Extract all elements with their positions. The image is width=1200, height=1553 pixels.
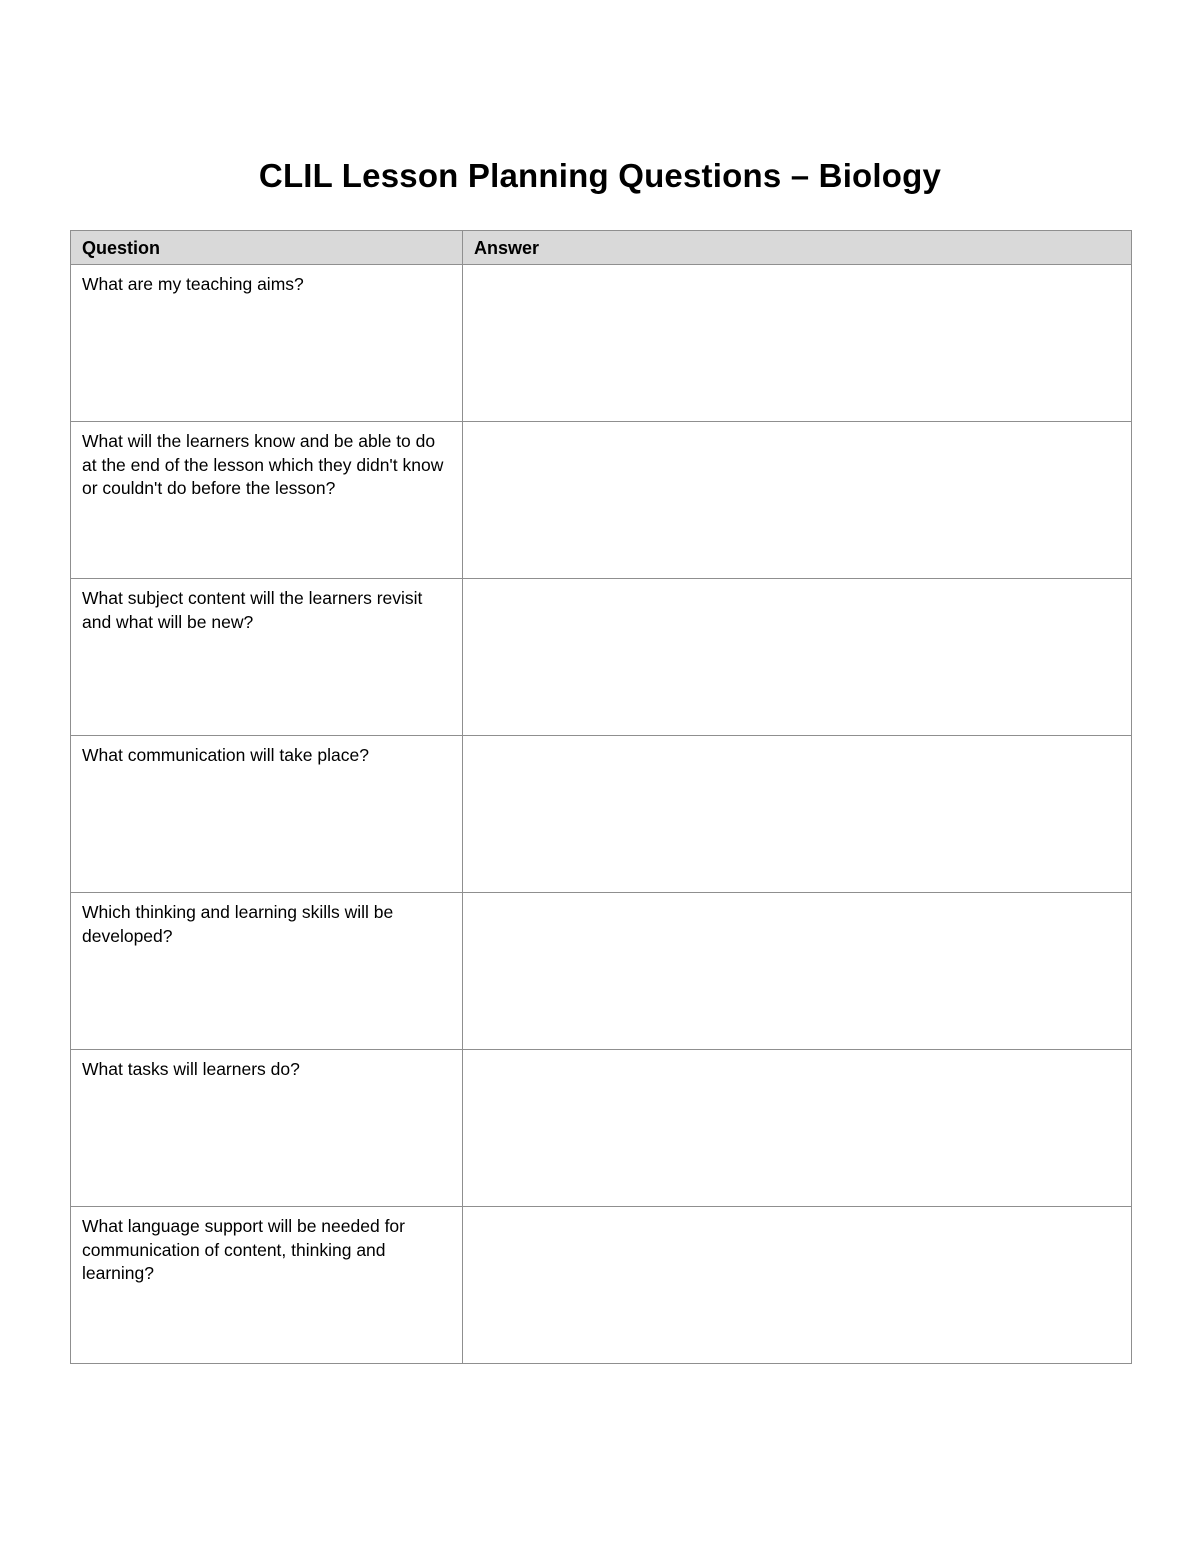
answer-cell[interactable] (463, 579, 1132, 736)
page-title: CLIL Lesson Planning Questions – Biology (258, 157, 942, 194)
question-cell: Which thinking and learning skills will be developed? (71, 893, 463, 1050)
question-cell: What communication will take place? (71, 736, 463, 893)
table-row (71, 579, 1132, 736)
question-cell: What are my teaching aims? (71, 265, 463, 422)
table-row (71, 265, 1132, 422)
answer-column-header: Answer (463, 231, 1132, 265)
answer-cell[interactable] (463, 1207, 1132, 1364)
table-row (71, 893, 1132, 1050)
answer-cell[interactable] (463, 1050, 1132, 1207)
table-row (71, 1050, 1132, 1207)
table-row (71, 422, 1132, 579)
table-header-row (71, 231, 1132, 265)
answer-cell[interactable] (463, 893, 1132, 1050)
table-row (71, 1207, 1132, 1364)
answer-cell[interactable] (463, 422, 1132, 579)
question-column-header: Question (71, 231, 463, 265)
question-cell: What tasks will learners do? (71, 1050, 463, 1207)
table-row (71, 736, 1132, 893)
lesson-planning-table (70, 230, 1132, 1364)
question-cell: What will the learners know and be able to do at the end of the lesson which they didn't know or couldn't do before the lesson? (71, 422, 463, 579)
answer-cell[interactable] (463, 265, 1132, 422)
answer-cell[interactable] (463, 736, 1132, 893)
question-cell: What subject content will the learners revisit and what will be new? (71, 579, 463, 736)
question-cell: What language support will be needed for communication of content, thinking and learning? (71, 1207, 463, 1364)
